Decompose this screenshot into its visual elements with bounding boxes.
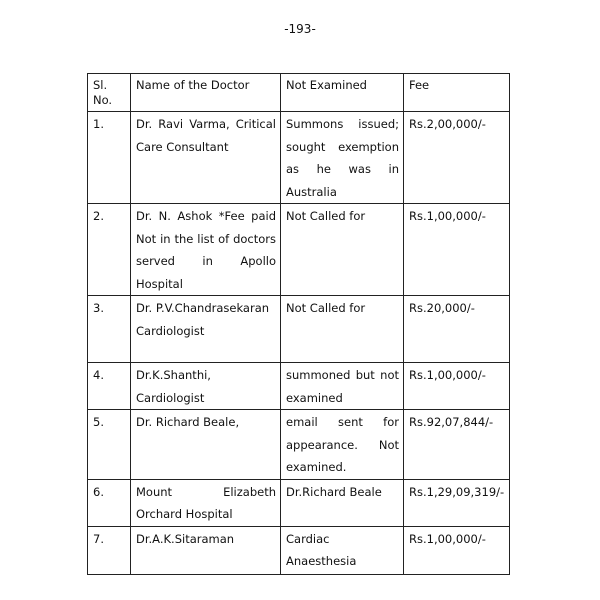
row-sl-no: 2. bbox=[88, 204, 131, 296]
table-header-row bbox=[88, 74, 510, 112]
row-status: Dr.Richard Beale bbox=[281, 479, 404, 526]
header-fee: Fee bbox=[404, 74, 510, 112]
row-doctor-name: Dr. P.V.Chandrasekaran Cardiologist bbox=[131, 296, 281, 363]
row-fee: Rs.2,00,000/- bbox=[404, 112, 510, 204]
row-fee: Rs.1,29,09,319/- bbox=[404, 479, 510, 526]
row-doctor-name: Dr. Richard Beale, bbox=[131, 410, 281, 480]
row-sl-no: 1. bbox=[88, 112, 131, 204]
row-doctor-name: Dr. Ravi Varma, Critical Care Consultant bbox=[131, 112, 281, 204]
row-sl-no: 6. bbox=[88, 479, 131, 526]
header-sl-no: Sl. No. bbox=[88, 74, 131, 112]
row-doctor-name: Dr. N. Ashok *Fee paid Not in the list of doctors served in Apollo Hospital bbox=[131, 204, 281, 296]
row-fee: Rs.92,07,844/- bbox=[404, 410, 510, 480]
table-row bbox=[88, 112, 510, 204]
row-doctor-name: Dr.A.K.Sitaraman bbox=[131, 526, 281, 574]
row-status: Summons issued; sought exemption as he was in Australia bbox=[281, 112, 404, 204]
header-not-examined: Not Examined bbox=[281, 74, 404, 112]
row-status: Cardiac Anaesthesia bbox=[281, 526, 404, 574]
row-fee: Rs.1,00,000/- bbox=[404, 204, 510, 296]
row-doctor-name: Mount Elizabeth Orchard Hospital bbox=[131, 479, 281, 526]
table-row bbox=[88, 479, 510, 526]
table-row bbox=[88, 204, 510, 296]
row-doctor-name: Dr.K.Shanthi, Cardiologist bbox=[131, 363, 281, 410]
table-row bbox=[88, 296, 510, 363]
row-fee: Rs.1,00,000/- bbox=[404, 526, 510, 574]
header-doctor-name: Name of the Doctor bbox=[131, 74, 281, 112]
row-status: Not Called for bbox=[281, 204, 404, 296]
row-sl-no: 5. bbox=[88, 410, 131, 480]
doctors-fee-table bbox=[87, 73, 510, 575]
row-fee: Rs.20,000/- bbox=[404, 296, 510, 363]
table-row bbox=[88, 363, 510, 410]
row-sl-no: 4. bbox=[88, 363, 131, 410]
table-row bbox=[88, 410, 510, 480]
row-status: Not Called for bbox=[281, 296, 404, 363]
row-status: summoned but not examined bbox=[281, 363, 404, 410]
table-row bbox=[88, 526, 510, 574]
row-fee: Rs.1,00,000/- bbox=[404, 363, 510, 410]
row-sl-no: 7. bbox=[88, 526, 131, 574]
row-sl-no: 3. bbox=[88, 296, 131, 363]
row-status: email sent for appearance. Not examined. bbox=[281, 410, 404, 480]
page-number: -193- bbox=[284, 22, 316, 36]
